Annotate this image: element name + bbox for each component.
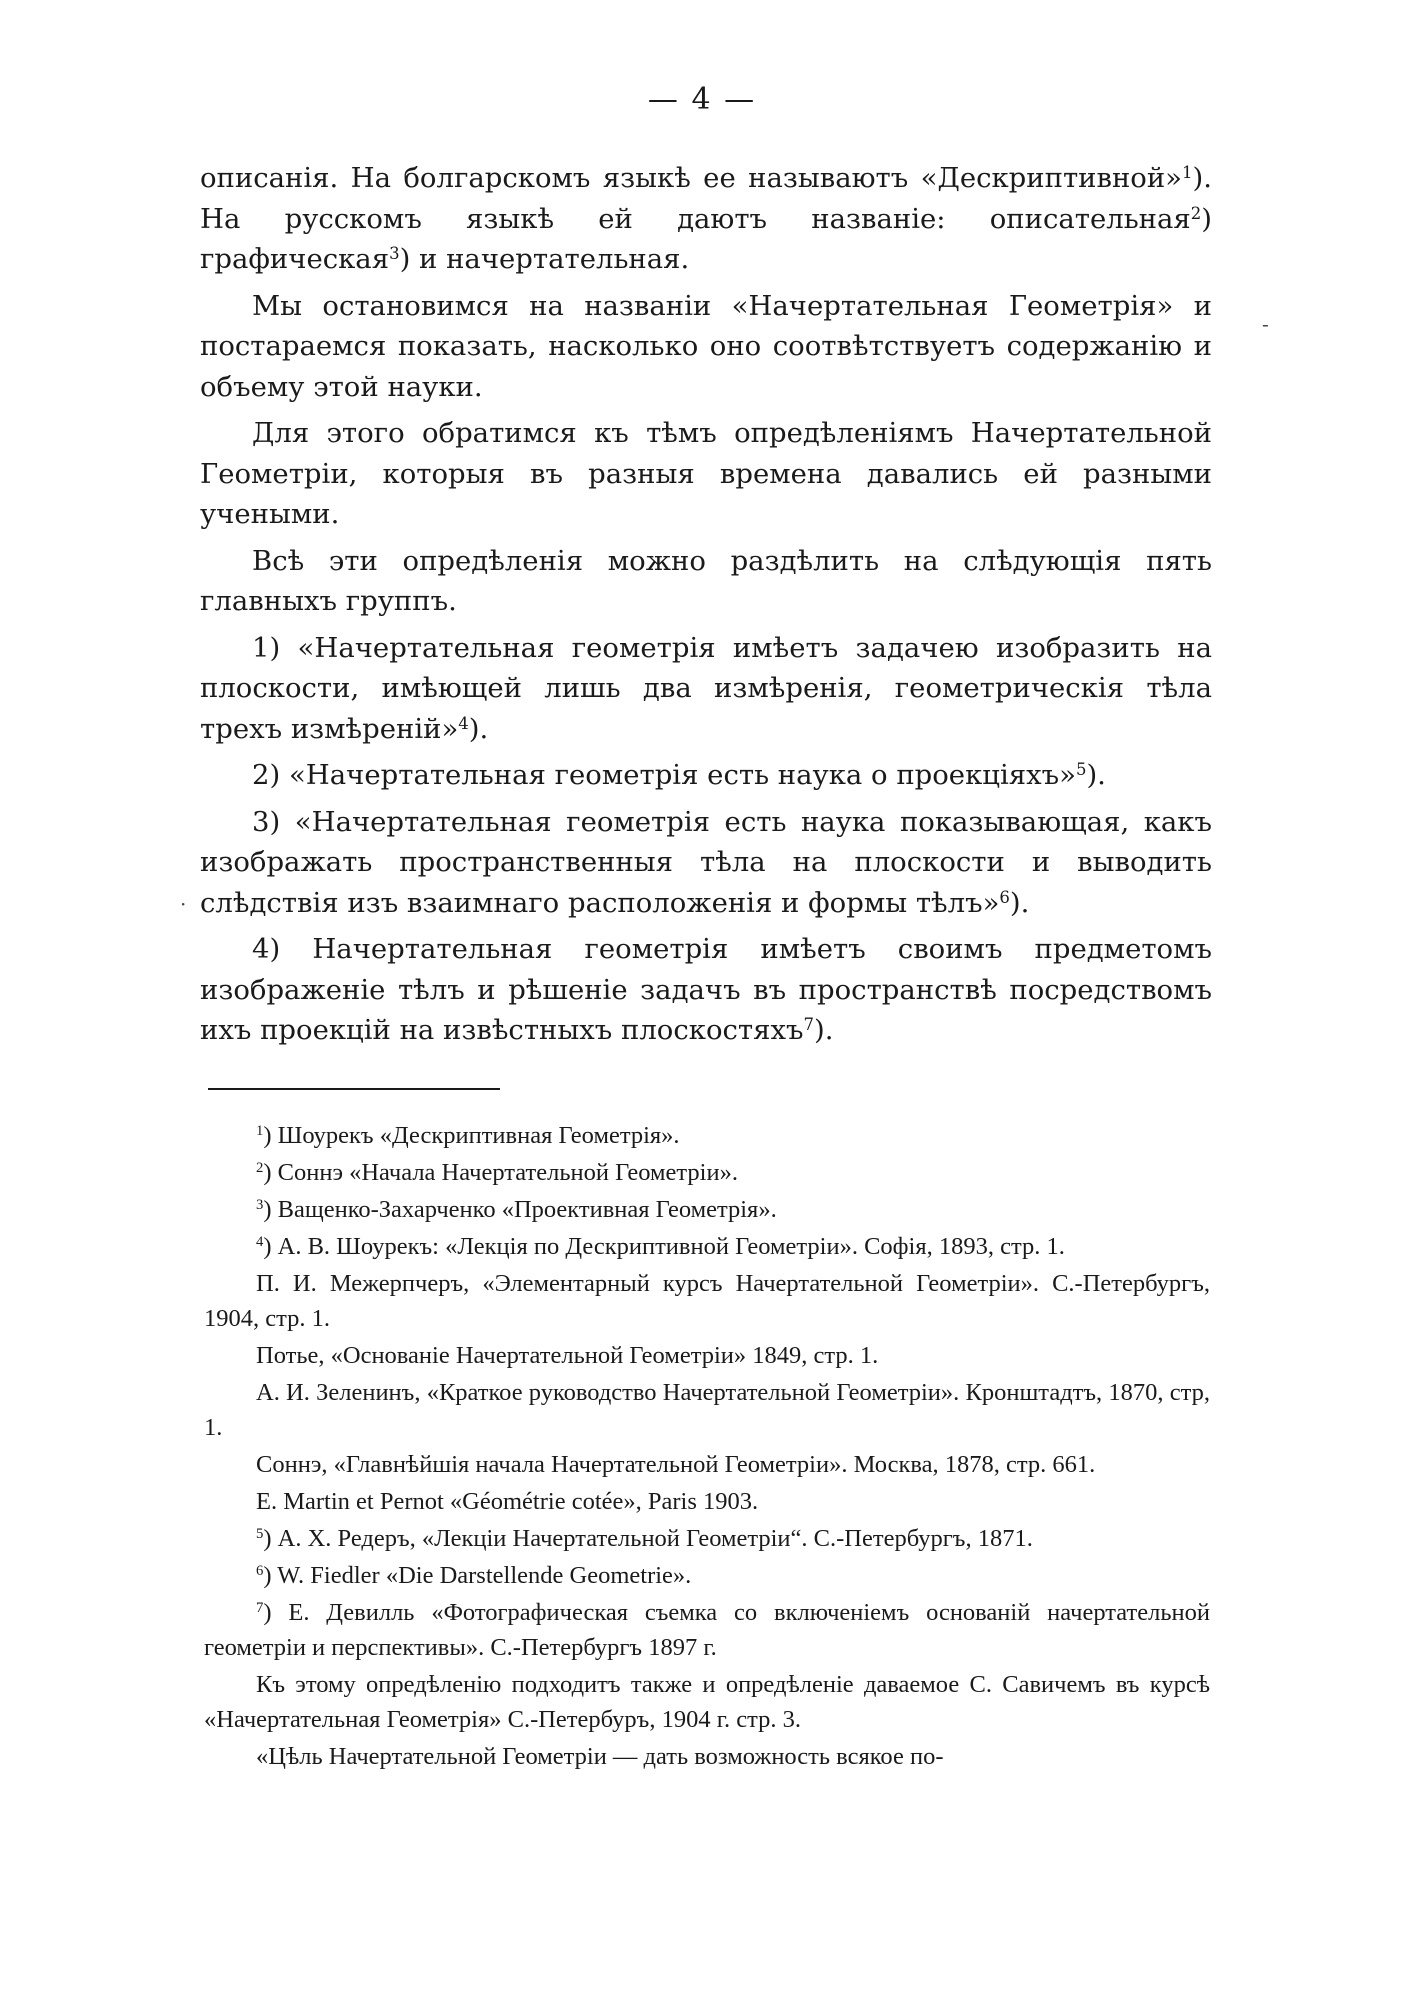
footnote-1-mark: 1: [256, 1123, 264, 1139]
footnote-7-mark: 7: [256, 1600, 264, 1616]
page-number: — 4 —: [647, 82, 757, 117]
footnote-7-text: ) Е. Девилль «Фотографическая съемка со включеніемъ основаній начертательной геометріи и перспективы». С.-Петербургъ 1897 г.: [204, 1599, 1210, 1661]
margin-dash-mark: -: [1262, 312, 1269, 336]
definition-item-4-text: 4) Начертательная геометрія имѣетъ своимъ предметомъ изображеніе тѣлъ и рѣшеніе задачъ въ пространствѣ посредствомъ ихъ проекцій на извѣстныхъ плоскостяхъ: [200, 933, 1212, 1046]
footnote-4-cont-c: Потье, «Основаніе Начертательной Геометріи» 1849, стр. 1.: [256, 1342, 879, 1369]
main-text: [200, 158, 1212, 1057]
definition-item-2-end: ).: [1086, 759, 1106, 791]
footnote-4: [204, 1229, 1210, 1264]
paragraph-1-text-c: ) графическая: [200, 202, 1212, 275]
footnotes: [204, 1118, 1210, 1776]
footnote-5: [204, 1521, 1210, 1556]
footnote-ref-1: 1: [1182, 163, 1193, 182]
footnote-ref-6: 6: [999, 887, 1010, 907]
margin-dot-mark: ·: [180, 892, 187, 916]
paragraph-1: [200, 158, 1212, 280]
footnote-4-cont-d: А. И. Зеленинъ, «Краткое руководство Начертательной Геометріи». Кронштадтъ, 1870, стр, 1.: [204, 1379, 1210, 1441]
footnote-6-mark: 6: [256, 1563, 264, 1579]
footnote-4-text: ) А. В. Шоурекъ: «Лекція по Дескриптивной Геометріи». Софія, 1893, стр. 1.: [263, 1233, 1065, 1260]
footnote-4-cont-b: П. И. Межерпчеръ, «Элементарный курсъ Начертательной Геометріи». С.-Петербургъ, 1904, стр. 1.: [204, 1270, 1210, 1332]
definition-item-4-end: ).: [813, 1014, 834, 1046]
definition-item-4: [200, 929, 1212, 1051]
footnote-ref-4: 4: [458, 713, 469, 733]
definition-item-2: [200, 755, 1212, 796]
footnote-4-cont-f: E. Martin et Pernot «Géométrie cotée», Paris 1903.: [256, 1488, 759, 1515]
footnote-7-cont-b: Къ этому опредѣленію подходитъ также и опредѣленіе даваемое С. Савичемъ въ курсѣ «Начертательная Геометрія» С.-Петербуръ, 1904 г. стр. 3.: [204, 1671, 1210, 1733]
footnote-4-mark: 4: [256, 1234, 264, 1250]
paragraph-2: Мы остановимся на названіи «Начертательная Геометрія» и постараемся показать, насколько оно соотвѣтствуетъ содержанію и объему этой науки.: [200, 289, 1212, 403]
paragraph-4: Всѣ эти опредѣленія можно раздѣлить на слѣдующія пять главныхъ группъ.: [200, 544, 1212, 617]
paragraph-1-text-d: ) и начертательная.: [399, 243, 690, 275]
footnote-3: [204, 1192, 1210, 1227]
definition-item-3-end: ).: [1009, 886, 1030, 919]
paragraph-3: Для этого обратимся къ тѣмъ опредѣленіямъ Начертательной Геометріи, которыя въ разныя времена давались ей разными учеными.: [200, 417, 1212, 530]
footnote-4-cont-e: Соннэ, «Главнѣйшія начала Начертательной Геометріи». Москва, 1878, стр. 661.: [256, 1451, 1096, 1478]
footnote-2-text: ) Соннэ «Начала Начертательной Геометріи».: [263, 1159, 738, 1186]
footnote-2-mark: 2: [256, 1160, 264, 1176]
footnote-2: [204, 1155, 1210, 1190]
footnote-3-mark: 3: [256, 1197, 264, 1213]
footnote-6: [204, 1558, 1210, 1593]
definition-item-2-text: 2) «Начертательная геометрія есть наука о проекціяхъ»: [252, 759, 1076, 791]
footnote-ref-2: 2: [1190, 203, 1202, 223]
paragraph-1-text-b: ). На русскомъ языкѣ ей даютъ названіе: описательная: [200, 162, 1212, 235]
definition-item-3-text: 3) «Начертательная геометрія есть наука показывающая, какъ изображать пространственныя тѣла на плоскости и выводить слѣдствія изъ взаимнаго расположенія и формы тѣлъ»: [200, 805, 1212, 919]
footnote-3-text: ) Ващенко-Захарченко «Проективная Геометрія».: [263, 1196, 777, 1223]
footnote-7-cont-c: «Цѣль Начертательной Геометріи — дать возможность всякое по-: [256, 1743, 944, 1770]
footnote-separator: [208, 1088, 500, 1090]
footnote-1-text: ) Шоурекъ «Дескриптивная Геометрія».: [263, 1122, 680, 1149]
definition-item-1-end: ).: [468, 712, 489, 745]
footnote-6-text: ) W. Fiedler «Die Darstellende Geometrie».: [263, 1562, 692, 1589]
footnote-ref-5: 5: [1075, 760, 1087, 779]
footnote-7: [204, 1595, 1210, 1665]
definition-item-1: [200, 628, 1212, 750]
definition-item-3: [200, 802, 1212, 924]
paragraph-1-text-a: описанія. На болгарскомъ языкѣ ее называютъ «Дескриптивной»: [200, 162, 1183, 194]
footnote-ref-7: 7: [803, 1015, 814, 1034]
footnote-5-mark: 5: [256, 1526, 264, 1542]
definition-item-1-text: 1) «Начертательная геометрія имѣетъ задачею изобразить на плоскости, имѣющей лишь два измѣренія, геометрическія тѣла трехъ измѣреній»: [200, 631, 1212, 745]
footnote-ref-3: 3: [389, 244, 400, 263]
footnote-1: [204, 1118, 1210, 1153]
footnote-5-text: ) А. Х. Редеръ, «Лекціи Начертательной Геометріи“. С.-Петербургъ, 1871.: [263, 1525, 1033, 1552]
